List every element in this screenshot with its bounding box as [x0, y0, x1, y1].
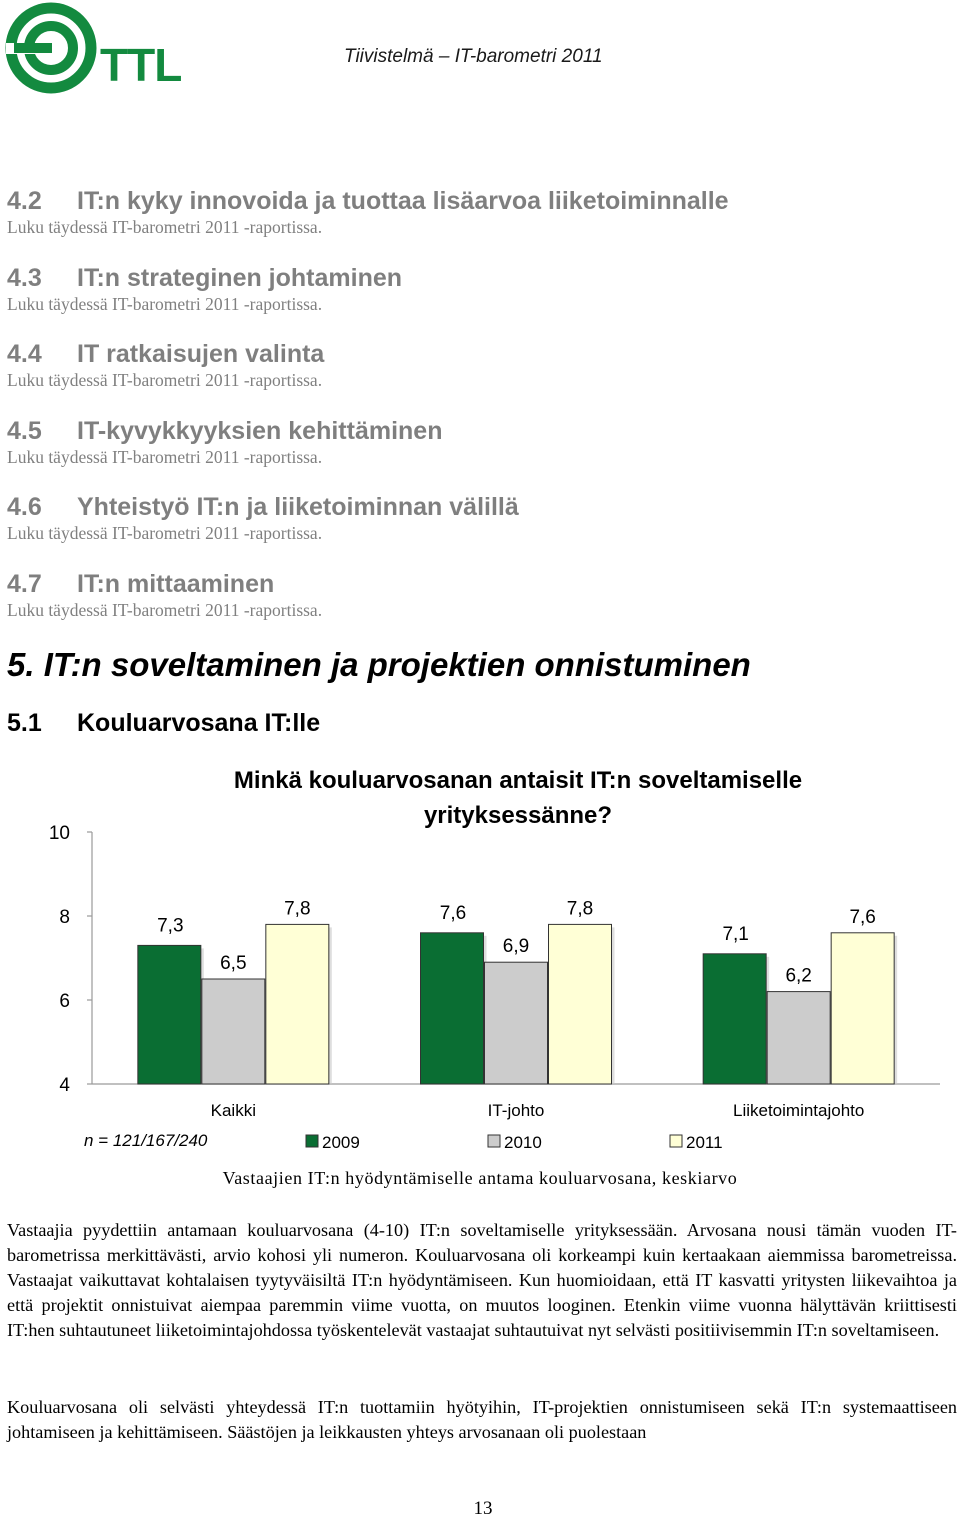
section-heading — [7, 186, 729, 216]
section-title: Yhteistyö IT:n ja liiketoiminnan välillä — [77, 493, 519, 521]
chart-title-line: Minkä kouluarvosanan antaisit IT:n soveltamiselle — [233, 767, 803, 794]
chapter-title: 5. IT:n soveltaminen ja projektien onnistuminen — [7, 646, 751, 683]
y-tick-label: 8 — [59, 907, 70, 928]
page-number: 13 — [473, 1498, 493, 1519]
subsection-heading — [7, 709, 320, 738]
bar-value-label: 7,6 — [439, 902, 467, 924]
sample-size-note: n = 121/167/240 — [84, 1131, 208, 1150]
bar-2009 — [703, 954, 766, 1084]
section-title: IT:n strateginen johtaminen — [77, 264, 403, 292]
section-heading — [7, 263, 402, 293]
section-heading — [7, 339, 324, 369]
bar-value-label: 7,6 — [849, 906, 876, 928]
ttl-logo-mark — [6, 8, 91, 88]
chart-caption: Vastaajien IT:n hyödyntämiselle antama kouluarvosana, keskiarvo — [222, 1168, 738, 1188]
section-note: Luku täydessä IT-barometri 2011 -raportissa. — [7, 370, 323, 390]
y-tick-label: 10 — [48, 823, 70, 844]
section-number: 4.5 — [7, 417, 42, 445]
document-header-title: Tiivistelmä – IT-barometri 2011 — [344, 46, 603, 67]
body-paragraph-2: Kouluarvosana oli selvästi yhteydessä IT:n tuottamiin hyötyihin, IT-projektien onnistumiseen sekä IT:n systemaattiseen johtamiseen ja kehittämiseen. Säästöjen ja leikkausten yhteys arvosanaan oli puolestaan — [7, 1397, 957, 1442]
x-category-label: Liiketoimintajohto — [732, 1101, 865, 1120]
section-4-6 — [7, 492, 519, 543]
section-number: 4.4 — [7, 340, 42, 368]
bar-2011 — [266, 924, 329, 1084]
section-heading — [7, 492, 519, 522]
section-number: 4.3 — [7, 264, 42, 292]
y-tick-label: 6 — [59, 991, 70, 1012]
legend-swatch-2009 — [306, 1135, 318, 1147]
section-heading — [7, 569, 322, 599]
bar-2011 — [831, 933, 894, 1084]
ttl-logo — [4, 2, 184, 94]
subsection-title: Kouluarvosana IT:lle — [77, 709, 321, 737]
bar-2010 — [485, 962, 548, 1084]
section-4-4 — [7, 339, 324, 390]
chart-title-line: yrityksessänne? — [423, 802, 613, 829]
grade-bar-chart — [0, 752, 960, 1162]
bar-value-label: 6,9 — [502, 936, 530, 958]
section-note: Luku täydessä IT-barometri 2011 -raportissa. — [7, 523, 323, 543]
section-4-7 — [7, 569, 322, 620]
body-paragraph-1: Vastaajia pyydettiin antamaan kouluarvosana (4-10) IT:n soveltamiselle yrityksessään. Arvosana nousi tämän vuoden IT-barometrissa merkittävästi, arvio kohosi yli numeron. Kouluarvosana oli korkeampi kuin kertaakaan aiemmissa barometreissa. Vastaajat vaikuttavat kohtalaisen tyytyväisiltä IT:n hyödyntämiseen. Kun huomioidaan, että IT kasvatti yritysten liikevaihtoa ja että projektit onnistuivat aiempaa paremmin viime vuotta, on muutos looginen. Etenkin viime vuonna hälyttävän kriittisesti IT:hen suhtautuneet liiketoimintajohdossa työskentelevät vastaajat suhtautuivat nyt selvästi positiivisemmin IT:n soveltamiseen. — [7, 1220, 957, 1340]
section-note: Luku täydessä IT-barometri 2011 -raportissa. — [7, 600, 323, 620]
section-4-2 — [7, 186, 729, 237]
legend-swatch-2010 — [488, 1135, 500, 1147]
section-title: IT:n mittaaminen — [77, 570, 275, 598]
bar-value-label: 7,8 — [284, 898, 311, 920]
section-note: Luku täydessä IT-barometri 2011 -raportissa. — [7, 217, 323, 237]
section-number: 4.6 — [7, 493, 42, 521]
bar-2010 — [202, 979, 265, 1084]
legend-swatch-2011 — [670, 1135, 682, 1147]
legend-label: 2009 — [322, 1133, 360, 1152]
section-note: Luku täydessä IT-barometri 2011 -raportissa. — [7, 447, 323, 467]
subsection-number: 5.1 — [7, 709, 42, 737]
section-title: IT ratkaisujen valinta — [77, 340, 325, 368]
y-tick-label: 4 — [59, 1075, 70, 1096]
section-title: IT-kyvykkyyksien kehittäminen — [77, 417, 443, 445]
legend-label: 2010 — [504, 1133, 542, 1152]
section-note: Luku täydessä IT-barometri 2011 -raportissa. — [7, 294, 323, 314]
section-number: 4.7 — [7, 570, 42, 598]
bar-2009 — [138, 945, 201, 1084]
section-heading — [7, 416, 442, 446]
legend-label: 2011 — [686, 1133, 723, 1152]
section-title: IT:n kyky innovoida ja tuottaa lisäarvoa liiketoiminnalle — [77, 187, 729, 215]
section-4-5 — [7, 416, 442, 467]
bar-value-label: 7,1 — [722, 923, 749, 945]
x-category-label: Kaikki — [210, 1101, 257, 1120]
ttl-logo-text: TTL — [100, 39, 182, 91]
bar-value-label: 7,3 — [157, 915, 184, 937]
bar-value-label: 6,5 — [220, 953, 247, 974]
bar-2009 — [421, 933, 484, 1084]
bar-value-label: 7,8 — [566, 898, 594, 920]
section-number: 4.2 — [7, 187, 42, 215]
bar-value-label: 6,2 — [785, 965, 812, 987]
bar-2010 — [767, 992, 830, 1084]
bar-2011 — [549, 924, 612, 1084]
section-4-3 — [7, 263, 402, 314]
x-category-label: IT-johto — [487, 1101, 545, 1120]
